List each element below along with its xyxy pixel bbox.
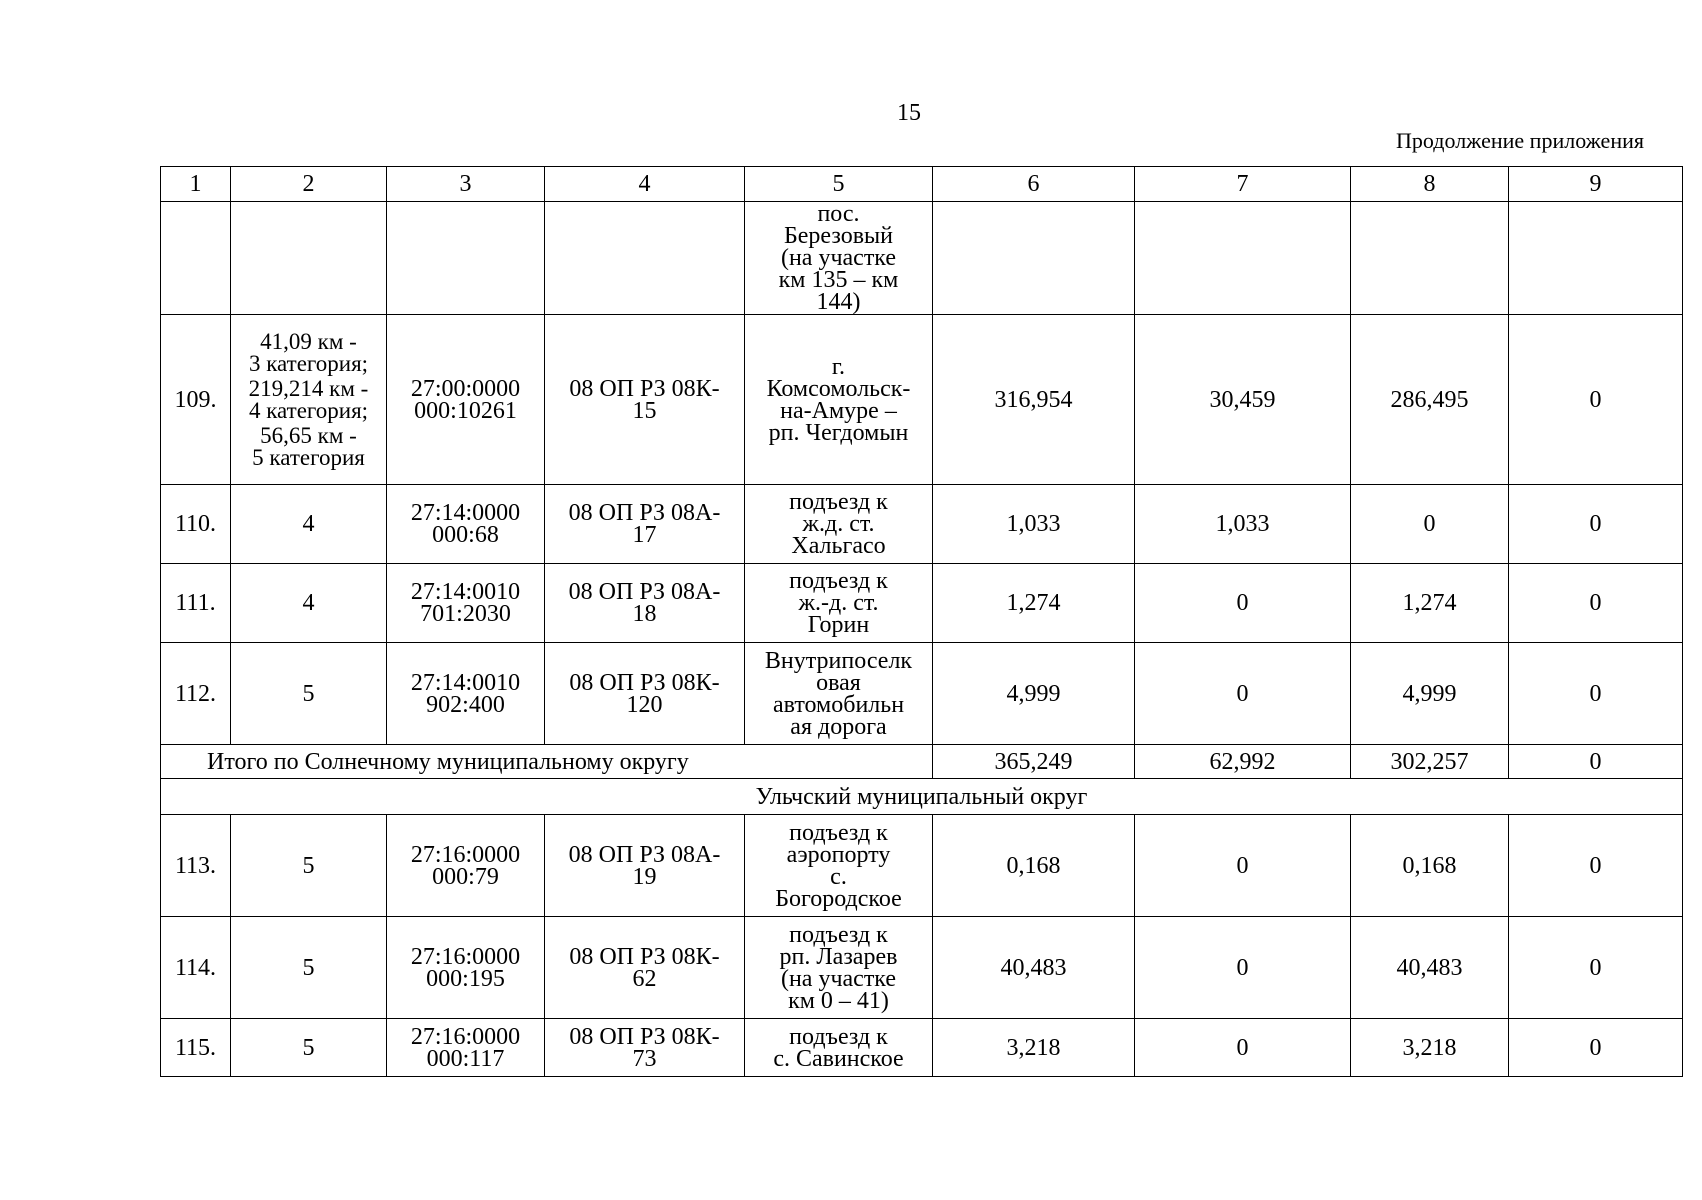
category-cell: 4 bbox=[231, 485, 387, 564]
row-number: 112. bbox=[161, 643, 231, 745]
table-row bbox=[161, 564, 1683, 643]
value-cell: 1,274 bbox=[1351, 564, 1509, 643]
total-value: 365,249 bbox=[933, 745, 1135, 779]
value-cell: 0,168 bbox=[933, 815, 1135, 917]
cell-empty bbox=[933, 202, 1135, 315]
value-cell: 4,999 bbox=[1351, 643, 1509, 745]
category-cell: 5 bbox=[231, 815, 387, 917]
value-cell: 0 bbox=[1351, 485, 1509, 564]
road-name-line: подъезд к bbox=[789, 568, 888, 594]
road-name-line: Внутрипоселк bbox=[764, 647, 913, 674]
cadastral-line: 27:16:0000 bbox=[410, 943, 521, 970]
road-id-line: 17 bbox=[632, 522, 657, 548]
road-id-line: 08 ОП РЗ 08К- bbox=[569, 669, 720, 696]
value-cell: 0 bbox=[1509, 315, 1683, 485]
value-cell: 286,495 bbox=[1351, 315, 1509, 485]
value-cell: 0 bbox=[1509, 815, 1683, 917]
road-id-line: 15 bbox=[632, 397, 657, 424]
road-name-line: рп. Чегдомын bbox=[768, 419, 909, 446]
category-line: 219,214 км - bbox=[248, 375, 369, 401]
value-cell: 0,168 bbox=[1351, 815, 1509, 917]
value-cell: 40,483 bbox=[933, 917, 1135, 1019]
road-name-line: (на участке bbox=[780, 245, 897, 271]
road-id-line: 08 ОП РЗ 08К- bbox=[569, 1023, 720, 1050]
value-cell: 3,218 bbox=[1351, 1019, 1509, 1077]
value-cell: 1,274 bbox=[933, 564, 1135, 643]
section-row bbox=[161, 779, 1683, 815]
value-cell: 0 bbox=[1135, 643, 1351, 745]
road-name-cell bbox=[745, 1019, 933, 1077]
cell-empty bbox=[161, 202, 231, 315]
cadastral-cell bbox=[387, 564, 545, 643]
total-label: Итого по Солнечному муниципальному округу bbox=[161, 745, 933, 779]
road-name-line: 144) bbox=[816, 289, 861, 315]
road-name-line: ж.-д. ст. bbox=[798, 590, 879, 616]
value-cell: 0 bbox=[1135, 815, 1351, 917]
road-name-line: рп. Лазарев bbox=[779, 943, 898, 970]
section-title: Ульчский муниципальный округ bbox=[161, 779, 1683, 815]
cell-empty bbox=[387, 202, 545, 315]
cadastral-line: 902:400 bbox=[426, 691, 505, 718]
road-id-line: 08 ОП РЗ 08А- bbox=[568, 579, 721, 605]
road-name-line: Горин bbox=[807, 612, 870, 638]
table-row bbox=[161, 202, 1683, 315]
value-cell: 3,218 bbox=[933, 1019, 1135, 1077]
road-name-line: км 135 – км bbox=[778, 267, 899, 293]
cadastral-line: 27:14:0010 bbox=[410, 579, 521, 605]
road-id-cell bbox=[545, 485, 745, 564]
category-cell: 5 bbox=[231, 917, 387, 1019]
page-number: 15 bbox=[897, 100, 921, 126]
cadastral-line: 27:16:0000 bbox=[410, 1023, 521, 1050]
value-cell: 30,459 bbox=[1135, 315, 1351, 485]
road-name-line: пос. bbox=[817, 201, 860, 227]
road-name-line: подъезд к bbox=[789, 819, 888, 846]
road-name-line: с. bbox=[830, 863, 847, 890]
road-id-line: 08 ОП РЗ 08А- bbox=[568, 500, 721, 526]
value-cell: 0 bbox=[1135, 917, 1351, 1019]
cadastral-cell bbox=[387, 315, 545, 485]
category-cell: 4 bbox=[231, 564, 387, 643]
cadastral-cell bbox=[387, 917, 545, 1019]
cadastral-line: 000:10261 bbox=[414, 397, 517, 424]
column-header: 7 bbox=[1135, 167, 1351, 202]
table-row bbox=[161, 643, 1683, 745]
cadastral-line: 27:14:0010 bbox=[410, 669, 521, 696]
continuation-label: Продолжение приложения bbox=[1396, 128, 1644, 153]
total-row bbox=[161, 745, 1683, 779]
column-header: 6 bbox=[933, 167, 1135, 202]
row-number: 115. bbox=[161, 1019, 231, 1077]
road-name-line: подъезд к bbox=[789, 489, 888, 515]
cadastral-line: 701:2030 bbox=[420, 601, 511, 627]
value-cell: 0 bbox=[1135, 1019, 1351, 1077]
row-number: 114. bbox=[161, 917, 231, 1019]
road-id-line: 08 ОП РЗ 08К- bbox=[569, 375, 720, 402]
roads-table bbox=[160, 166, 1683, 1077]
cadastral-cell bbox=[387, 815, 545, 917]
category-line: 3 категория; bbox=[248, 350, 369, 376]
road-id-cell bbox=[545, 1019, 745, 1077]
road-name-line: ж.д. ст. bbox=[802, 511, 875, 537]
road-id-cell bbox=[545, 917, 745, 1019]
road-name-line: автомобильн bbox=[772, 691, 905, 718]
road-name-line: аэропорту bbox=[786, 841, 891, 868]
value-cell: 0 bbox=[1509, 917, 1683, 1019]
category-cell bbox=[231, 315, 387, 485]
category-line: 4 категория; bbox=[248, 397, 369, 423]
road-name-cell bbox=[745, 564, 933, 643]
cell-empty bbox=[231, 202, 387, 315]
cadastral-cell bbox=[387, 1019, 545, 1077]
value-cell: 0 bbox=[1509, 485, 1683, 564]
header-row bbox=[161, 167, 1683, 202]
cadastral-line: 27:14:0000 bbox=[410, 500, 521, 526]
category-line: 5 категория bbox=[252, 444, 365, 470]
value-cell: 4,999 bbox=[933, 643, 1135, 745]
total-value: 0 bbox=[1509, 745, 1683, 779]
value-cell: 40,483 bbox=[1351, 917, 1509, 1019]
road-id-line: 18 bbox=[632, 601, 657, 627]
category-cell: 5 bbox=[231, 643, 387, 745]
road-id-line: 73 bbox=[632, 1045, 657, 1072]
cadastral-line: 27:00:0000 bbox=[410, 375, 521, 402]
value-cell: 1,033 bbox=[933, 485, 1135, 564]
row-number: 110. bbox=[161, 485, 231, 564]
value-cell: 0 bbox=[1509, 564, 1683, 643]
cadastral-line: 000:68 bbox=[432, 522, 499, 548]
table-row bbox=[161, 917, 1683, 1019]
cadastral-line: 27:16:0000 bbox=[410, 841, 521, 868]
road-id-cell bbox=[545, 815, 745, 917]
road-id-line: 19 bbox=[632, 863, 657, 890]
cadastral-line: 000:195 bbox=[426, 965, 505, 992]
road-name-cell bbox=[745, 643, 933, 745]
value-cell: 316,954 bbox=[933, 315, 1135, 485]
cell-empty bbox=[1135, 202, 1351, 315]
road-id-cell bbox=[545, 315, 745, 485]
road-name-cell bbox=[745, 815, 933, 917]
category-line: 56,65 км - bbox=[260, 422, 357, 448]
road-name-line: Комсомольск- bbox=[766, 375, 911, 402]
road-name-line: подъезд к bbox=[789, 921, 888, 948]
category-cell: 5 bbox=[231, 1019, 387, 1077]
road-name-line: км 0 – 41) bbox=[788, 987, 889, 1014]
road-name-line: Березовый bbox=[783, 223, 894, 249]
cell-empty bbox=[545, 202, 745, 315]
road-name-line: г. bbox=[831, 353, 846, 380]
road-name-line: на-Амуре – bbox=[780, 397, 897, 424]
road-name-line: с. Савинское bbox=[773, 1045, 904, 1072]
total-value: 302,257 bbox=[1351, 745, 1509, 779]
category-line: 41,09 км - bbox=[260, 328, 357, 354]
cadastral-cell bbox=[387, 643, 545, 745]
value-cell: 0 bbox=[1509, 643, 1683, 745]
value-cell: 1,033 bbox=[1135, 485, 1351, 564]
road-name-line: ая дорога bbox=[790, 713, 887, 740]
cadastral-cell bbox=[387, 485, 545, 564]
value-cell: 0 bbox=[1509, 1019, 1683, 1077]
total-value: 62,992 bbox=[1135, 745, 1351, 779]
row-number: 111. bbox=[161, 564, 231, 643]
cadastral-line: 000:79 bbox=[432, 863, 499, 890]
column-header: 3 bbox=[387, 167, 545, 202]
table-row bbox=[161, 1019, 1683, 1077]
cell-empty bbox=[1509, 202, 1683, 315]
road-id-cell bbox=[545, 564, 745, 643]
column-header: 2 bbox=[231, 167, 387, 202]
table-row bbox=[161, 315, 1683, 485]
value-cell: 0 bbox=[1135, 564, 1351, 643]
road-id-line: 08 ОП РЗ 08А- bbox=[568, 841, 721, 868]
column-header: 1 bbox=[161, 167, 231, 202]
road-name-line: овая bbox=[816, 669, 861, 696]
column-header: 8 bbox=[1351, 167, 1509, 202]
road-name-cell bbox=[745, 485, 933, 564]
road-name-cell bbox=[745, 917, 933, 1019]
cell-empty bbox=[1351, 202, 1509, 315]
column-header: 9 bbox=[1509, 167, 1683, 202]
road-name-line: (на участке bbox=[780, 965, 897, 992]
column-header: 4 bbox=[545, 167, 745, 202]
column-header: 5 bbox=[745, 167, 933, 202]
table-row bbox=[161, 485, 1683, 564]
road-id-line: 120 bbox=[626, 691, 663, 718]
table-row bbox=[161, 815, 1683, 917]
road-id-line: 08 ОП РЗ 08К- bbox=[569, 943, 720, 970]
road-id-cell bbox=[545, 643, 745, 745]
road-name-line: Хальгасо bbox=[791, 533, 886, 559]
road-name-line: Богородское bbox=[775, 885, 902, 912]
road-name-cell bbox=[745, 202, 933, 315]
road-name-line: подъезд к bbox=[789, 1023, 888, 1050]
row-number: 113. bbox=[161, 815, 231, 917]
road-id-line: 62 bbox=[632, 965, 657, 992]
row-number: 109. bbox=[161, 315, 231, 485]
cadastral-line: 000:117 bbox=[426, 1045, 505, 1072]
road-name-cell bbox=[745, 315, 933, 485]
